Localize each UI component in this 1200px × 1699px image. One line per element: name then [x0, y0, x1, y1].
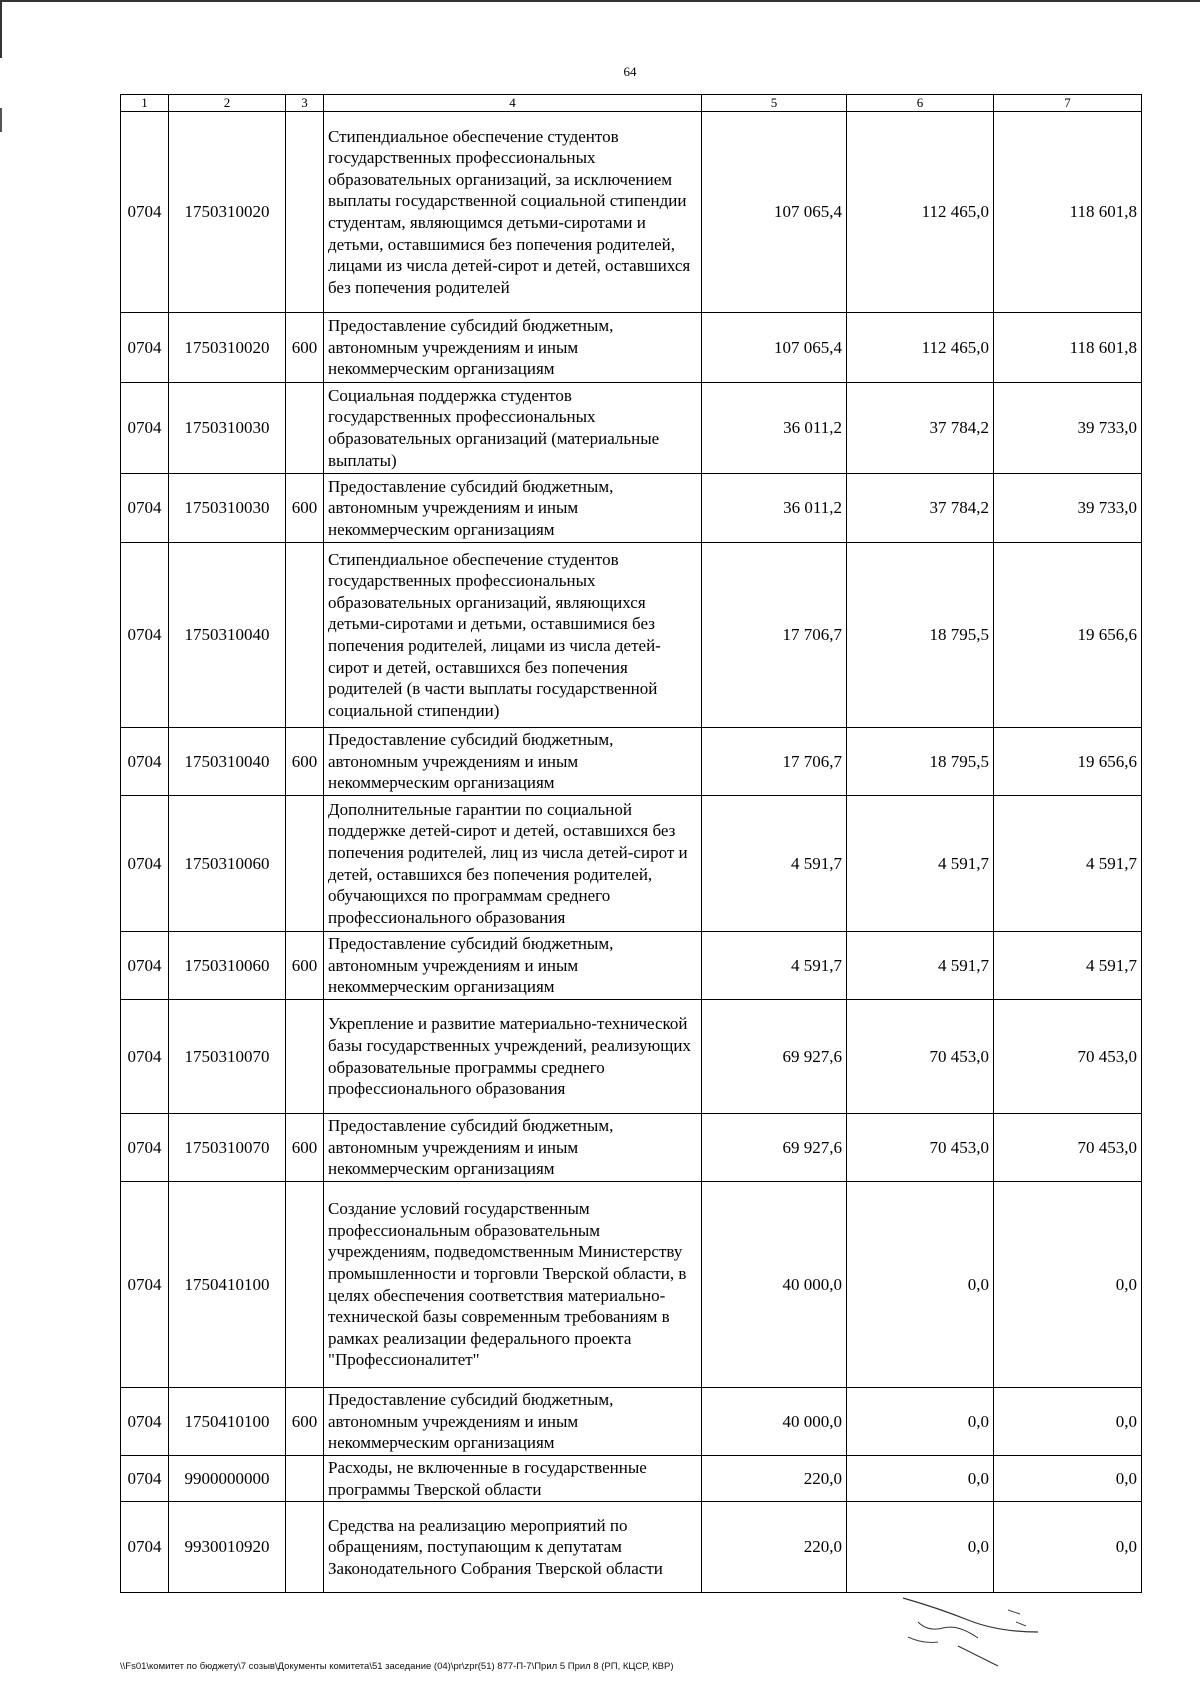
amount-col-7: 0,0	[994, 1182, 1142, 1388]
amount-col-5: 69 927,6	[702, 1000, 847, 1114]
item-name: Предоставление субсидий бюджетным, автономным учреждениям и иным некоммерческим организациям	[324, 1388, 702, 1456]
expense-type-code	[286, 1182, 324, 1388]
amount-col-7: 4 591,7	[994, 932, 1142, 1000]
expense-type-code	[286, 796, 324, 932]
page-number: 64	[623, 64, 637, 79]
target-code: 1750310070	[169, 1000, 286, 1114]
amount-col-6: 0,0	[847, 1182, 994, 1388]
amount-col-7: 4 591,7	[994, 796, 1142, 932]
amount-col-6: 37 784,2	[847, 474, 994, 543]
item-name: Дополнительные гарантии по социальной поддержке детей-сирот и детей, оставшихся без попечения родителей, лиц из числа детей-сирот и детей, оставшихся без попечения родителей, обучающихся по программам среднего профессионального образования	[324, 796, 702, 932]
target-code: 9930010920	[169, 1502, 286, 1593]
expense-type-code: 600	[286, 728, 324, 796]
expense-type-code	[286, 1456, 324, 1502]
table-row	[121, 112, 1142, 313]
item-name: Предоставление субсидий бюджетным, автономным учреждениям и иным некоммерческим организациям	[324, 313, 702, 383]
item-name: Расходы, не включенные в государственные программы Тверской области	[324, 1456, 702, 1502]
amount-col-6: 18 795,5	[847, 543, 994, 728]
header-row	[121, 95, 1142, 112]
amount-col-5: 17 706,7	[702, 543, 847, 728]
table-row	[121, 1388, 1142, 1456]
table-row	[121, 383, 1142, 474]
item-name: Социальная поддержка студентов государственных профессиональных образовательных организаций (материальные выплаты)	[324, 383, 702, 474]
col-header-3: 3	[286, 95, 324, 112]
col-header-7: 7	[994, 95, 1142, 112]
section-code: 0704	[121, 1456, 169, 1502]
target-code: 1750310020	[169, 313, 286, 383]
section-code: 0704	[121, 1000, 169, 1114]
section-code: 0704	[121, 1114, 169, 1182]
amount-col-7: 39 733,0	[994, 474, 1142, 543]
section-code: 0704	[121, 474, 169, 543]
item-name: Предоставление субсидий бюджетным, автономным учреждениям и иным некоммерческим организациям	[324, 474, 702, 543]
amount-col-7: 0,0	[994, 1502, 1142, 1593]
target-code: 1750310060	[169, 932, 286, 1000]
amount-col-7: 118 601,8	[994, 313, 1142, 383]
amount-col-5: 17 706,7	[702, 728, 847, 796]
item-name: Предоставление субсидий бюджетным, автономным учреждениям и иным некоммерческим организациям	[324, 932, 702, 1000]
table-row	[121, 1456, 1142, 1502]
table-row	[121, 313, 1142, 383]
table-row	[121, 1502, 1142, 1593]
item-name: Укрепление и развитие материально-технической базы государственных учреждений, реализующих образовательные программы среднего профессионального образования	[324, 1000, 702, 1114]
section-code: 0704	[121, 383, 169, 474]
section-code: 0704	[121, 1182, 169, 1388]
section-code: 0704	[121, 932, 169, 1000]
scan-edge-left	[0, 0, 2, 58]
amount-col-5: 107 065,4	[702, 313, 847, 383]
amount-col-5: 220,0	[702, 1456, 847, 1502]
target-code: 1750310030	[169, 474, 286, 543]
amount-col-6: 112 465,0	[847, 313, 994, 383]
expense-type-code	[286, 1502, 324, 1593]
target-code: 1750310040	[169, 543, 286, 728]
expense-type-code	[286, 383, 324, 474]
item-name: Стипендиальное обеспечение студентов государственных профессиональных образовательных организаций, за исключением выплаты государственной социальной стипендии студентам, являющимся детьми-сиротами и детьми, оставшимися без попечения родителей, лицами из числа детей-сирот и детей, оставшихся без попечения родителей	[324, 112, 702, 313]
target-code: 1750310020	[169, 112, 286, 313]
section-code: 0704	[121, 1502, 169, 1593]
amount-col-6: 18 795,5	[847, 728, 994, 796]
amount-col-6: 112 465,0	[847, 112, 994, 313]
amount-col-6: 70 453,0	[847, 1114, 994, 1182]
amount-col-6: 0,0	[847, 1456, 994, 1502]
item-name: Предоставление субсидий бюджетным, автономным учреждениям и иным некоммерческим организациям	[324, 1114, 702, 1182]
handwritten-signature	[898, 1592, 1048, 1668]
table-row	[121, 1000, 1142, 1114]
target-code: 1750310030	[169, 383, 286, 474]
expense-type-code: 600	[286, 313, 324, 383]
amount-col-6: 4 591,7	[847, 796, 994, 932]
amount-col-5: 4 591,7	[702, 932, 847, 1000]
amount-col-5: 69 927,6	[702, 1114, 847, 1182]
target-code: 1750310070	[169, 1114, 286, 1182]
section-code: 0704	[121, 796, 169, 932]
expense-type-code	[286, 543, 324, 728]
amount-col-6: 4 591,7	[847, 932, 994, 1000]
target-code: 1750310040	[169, 728, 286, 796]
table-row	[121, 543, 1142, 728]
expense-type-code	[286, 1000, 324, 1114]
amount-col-7: 70 453,0	[994, 1000, 1142, 1114]
target-code: 1750410100	[169, 1182, 286, 1388]
amount-col-6: 0,0	[847, 1388, 994, 1456]
col-header-4: 4	[324, 95, 702, 112]
target-code: 9900000000	[169, 1456, 286, 1502]
scan-edge-top	[0, 0, 1200, 2]
section-code: 0704	[121, 112, 169, 313]
expense-type-code: 600	[286, 932, 324, 1000]
section-code: 0704	[121, 543, 169, 728]
item-name: Предоставление субсидий бюджетным, автономным учреждениям и иным некоммерческим организациям	[324, 728, 702, 796]
item-name: Средства на реализацию мероприятий по обращениям, поступающим к депутатам Законодательного Собрания Тверской области	[324, 1502, 702, 1593]
expense-type-code: 600	[286, 474, 324, 543]
amount-col-7: 0,0	[994, 1456, 1142, 1502]
col-header-2: 2	[169, 95, 286, 112]
item-name: Создание условий государственным профессиональным образовательным учреждениям, подведомственным Министерству промышленности и торговли Тверской области, в целях обеспечения соответствия материально-технической базы современным требованиям в рамках реализации федерального проекта "Профессионалитет"	[324, 1182, 702, 1388]
amount-col-5: 40 000,0	[702, 1388, 847, 1456]
expense-type-code: 600	[286, 1114, 324, 1182]
amount-col-5: 40 000,0	[702, 1182, 847, 1388]
table-row	[121, 474, 1142, 543]
table-row	[121, 1114, 1142, 1182]
amount-col-7: 70 453,0	[994, 1114, 1142, 1182]
target-code: 1750310060	[169, 796, 286, 932]
expense-type-code: 600	[286, 1388, 324, 1456]
section-code: 0704	[121, 1388, 169, 1456]
table-row	[121, 796, 1142, 932]
amount-col-7: 39 733,0	[994, 383, 1142, 474]
amount-col-5: 36 011,2	[702, 383, 847, 474]
section-code: 0704	[121, 313, 169, 383]
scan-edge-left-mark	[0, 108, 2, 132]
target-code: 1750410100	[169, 1388, 286, 1456]
amount-col-6: 37 784,2	[847, 383, 994, 474]
budget-table	[120, 94, 1142, 1593]
amount-col-7: 118 601,8	[994, 112, 1142, 313]
table-row	[121, 728, 1142, 796]
amount-col-5: 107 065,4	[702, 112, 847, 313]
amount-col-5: 220,0	[702, 1502, 847, 1593]
amount-col-6: 70 453,0	[847, 1000, 994, 1114]
table-row	[121, 1182, 1142, 1388]
col-header-6: 6	[847, 95, 994, 112]
item-name: Стипендиальное обеспечение студентов государственных профессиональных образовательных организаций, являющихся детьми-сиротами и детьми, оставшимися без попечения родителей, лицами из числа детей-сирот и детей, оставшихся без попечения родителей (в части выплаты государственной социальной стипендии)	[324, 543, 702, 728]
table-row	[121, 932, 1142, 1000]
amount-col-7: 0,0	[994, 1388, 1142, 1456]
amount-col-7: 19 656,6	[994, 728, 1142, 796]
expense-type-code	[286, 112, 324, 313]
file-path-footer: \\Fs01\комитет по бюджету\7 созыв\Документы комитета\51 заседание (04)\pr\zpr(51) 877-П-7\Прил 5 Прил 8 (РП, КЦСР, КВР)	[120, 1661, 674, 1672]
col-header-1: 1	[121, 95, 169, 112]
amount-col-7: 19 656,6	[994, 543, 1142, 728]
amount-col-5: 36 011,2	[702, 474, 847, 543]
col-header-5: 5	[702, 95, 847, 112]
section-code: 0704	[121, 728, 169, 796]
amount-col-6: 0,0	[847, 1502, 994, 1593]
amount-col-5: 4 591,7	[702, 796, 847, 932]
